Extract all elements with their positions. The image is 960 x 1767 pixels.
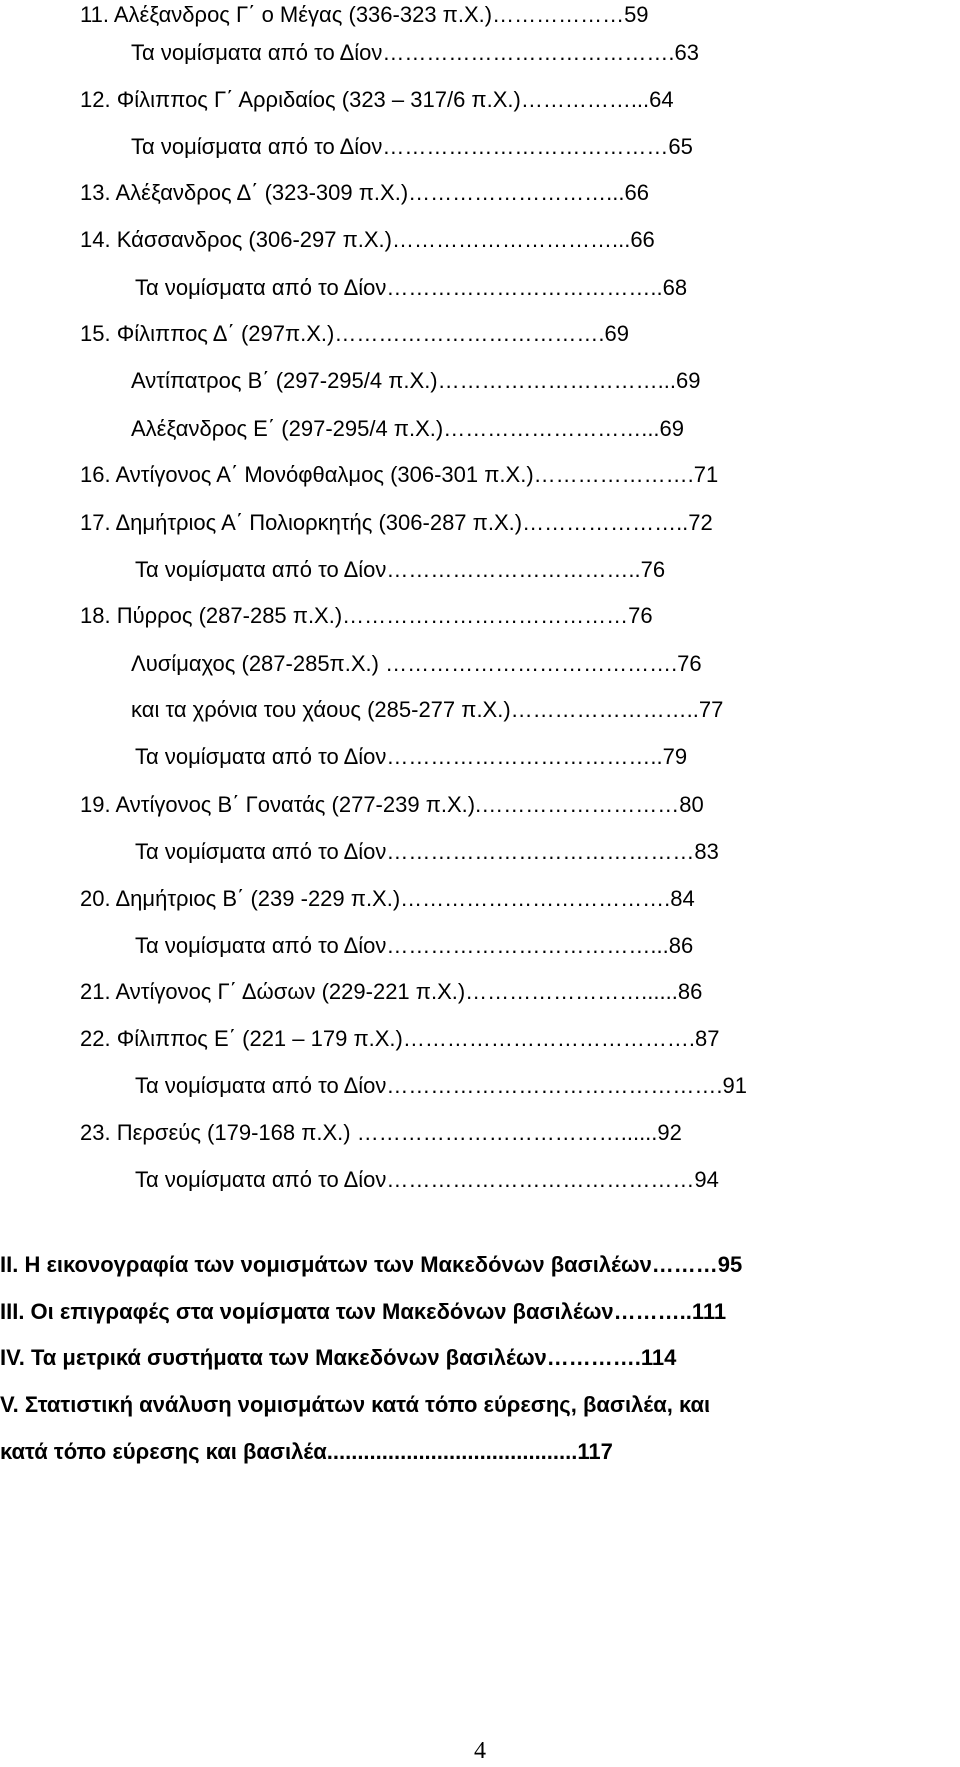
toc-entry: Τα νομίσματα από το Δίον……………………………………83 <box>135 839 719 864</box>
toc-entry: 15. Φίλιππος Δ΄ (297π.Χ.)……………………………….69 <box>80 321 629 346</box>
toc-section-entry: II. Η εικονογραφία των νομισμάτων των Μακεδόνων βασιλέων………95 <box>0 1252 743 1277</box>
toc-entry: Τα νομίσματα από το Δίον………………………………….63 <box>131 40 699 65</box>
toc-entry: 21. Αντίγονος Γ΄ Δώσων (229-221 π.Χ.)……………………......86 <box>80 979 703 1004</box>
toc-entry: 13. Αλέξανδρος Δ΄ (323-309 π.Χ.)………………………...66 <box>80 180 649 205</box>
toc-entry: Τα νομίσματα από το Δίον……………………………………94 <box>135 1167 719 1192</box>
toc-entry: 20. Δημήτριος Β΄ (239 -229 π.Χ.)……………………………….84 <box>80 886 695 911</box>
toc-entry: 17. Δημήτριος Α΄ Πολιορκητής (306-287 π.Χ.)…………………..72 <box>80 510 713 535</box>
toc-entry: 14. Κάσσανδρος (306-297 π.Χ.)…………………………...66 <box>80 227 655 252</box>
toc-entry: 12. Φίλιππος Γ΄ Αρριδαίος (323 – 317/6 π.Χ.)……………...64 <box>80 87 674 112</box>
toc-entry: Τα νομίσματα από το Δίον………………………………..68 <box>135 275 688 300</box>
toc-entry: 18. Πύρρος (287-285 π.Χ.)…………………………………76 <box>80 603 653 628</box>
toc-entry: 16. Αντίγονος Α΄ Μονόφθαλμος (306-301 π.Χ.)………………….71 <box>80 462 719 487</box>
toc-section-entry: V. Στατιστική ανάλυση νομισμάτων κατά τόπο εύρεσης, βασιλέα, και <box>0 1392 711 1417</box>
toc-entry: Τα νομίσματα από το Δίον…………………………………65 <box>131 134 693 159</box>
toc-entry: Τα νομίσματα από το Δίον……………………………..76 <box>135 557 666 582</box>
toc-entry: 11. Αλέξανδρος Γ΄ ο Μέγας (336-323 π.Χ.)………………59 <box>80 2 649 27</box>
toc-section-entry: IV. Τα μετρικά συστήματα των Μακεδόνων βασιλέων………….114 <box>0 1345 677 1370</box>
toc-entry: Αντίπατρος Β΄ (297-295/4 π.Χ.)…………………………...69 <box>131 368 701 393</box>
toc-entry: 19. Αντίγονος Β΄ Γονατάς (277-239 π.Χ.).………………………80 <box>80 792 704 817</box>
toc-entry: Τα νομίσματα από το Δίον………………………………..79 <box>135 744 688 769</box>
toc-entry: Τα νομίσματα από το Δίον……………………………………….91 <box>135 1073 747 1098</box>
toc-entry: 22. Φίλιππος Ε΄ (221 – 179 π.Χ.)………………………………….87 <box>80 1026 720 1051</box>
page-number: 4 <box>474 1738 486 1764</box>
toc-entry: 23. Περσεύς (179-168 π.Χ.) ………………………………......92 <box>80 1120 682 1145</box>
toc-section-entry: III. Οι επιγραφές στα νομίσματα των Μακεδόνων βασιλέων………..111 <box>0 1299 727 1324</box>
toc-section-entry: κατά τόπο εύρεσης και βασιλέα.........................................117 <box>0 1439 613 1464</box>
toc-entry: Τα νομίσματα από το Δίον………………………………...86 <box>135 933 694 958</box>
toc-entry: Αλέξανδρος Ε΄ (297-295/4 π.Χ.)………………………...69 <box>131 416 685 441</box>
toc-entry: και τα χρόνια του χάους (285-277 π.Χ.)……………………..77 <box>131 697 724 722</box>
toc-entry: Λυσίμαχος (287-285π.Χ.) ………………………………….76 <box>131 651 702 676</box>
